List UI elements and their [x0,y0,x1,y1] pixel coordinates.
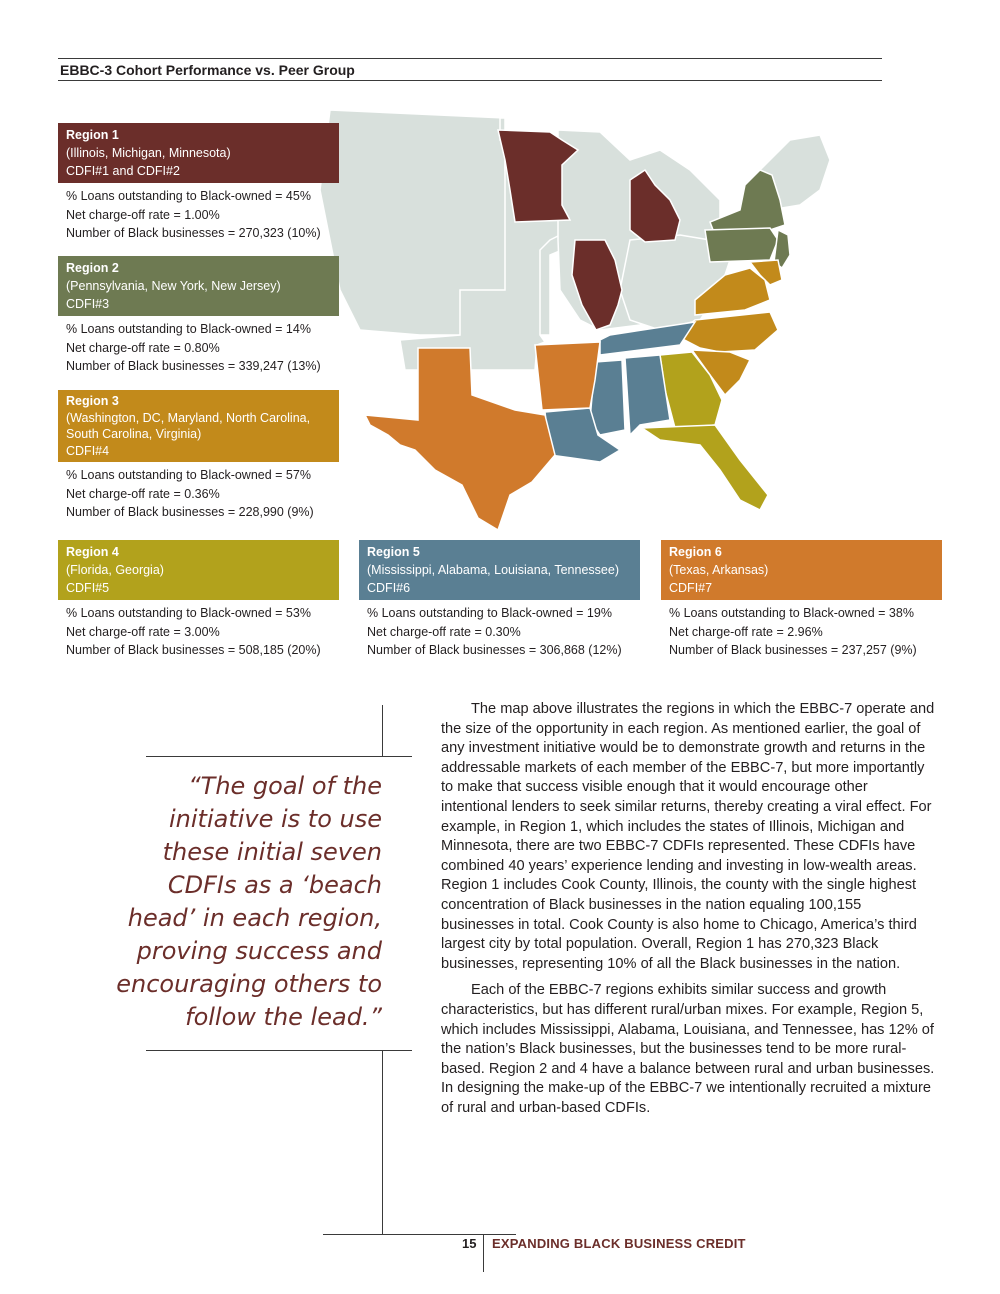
region-5-block [359,540,640,660]
new-york-region2 [710,170,785,235]
region-1-block [58,123,339,243]
section-title: EBBC-3 Cohort Performance vs. Peer Group [60,62,355,78]
body-paragraph-1: The map above illustrates the regions in which the EBBC-7 operate and the size of the opportunity in each region. As mentioned earlier, the goal of any investment initiative would be to demonstrate growth and returns in the addressable markets of each member of the EBBC-7, but more importantly to make that success visible enough that it would encourage other intentional lenders to seek similar returns, thereby creating a viral effect. For example, in Region 1, which includes the states of Illinois, Michigan and Minnesota, there are two EBBC-7 CDFIs represented. These CDFIs have combined 40 years’ experience lending and investing in low-wealth areas. Region 1 includes Cook County, Illinois, the county with the single highest concentration of Black businesses in the nation equaling 100,155 businesses in total. Cook County is also home to Chicago, America’s third largest city by total population. Overall, Region 1 has 270,323 Black businesses, representing 10% of all the Black businesses in the nation. [441,701,935,972]
pullquote-rule-top [146,756,412,757]
texas-region6 [365,348,555,530]
region-3-header [58,390,339,462]
region-4-block [58,540,339,660]
pull-quote: “The goal of the initiative is to use these initial seven CDFIs as a ‘beach head’ in each region, proving success and encouraging others to follow the lead.” [116,772,382,1031]
region-states: (Illinois, Michigan, Minnesota) [66,146,231,160]
region-1-header [58,123,339,183]
region-3-block [58,390,339,522]
body-paragraph-2: Each of the EBBC-7 regions exhibits similar success and growth characteristics, but has different rural/urban mixes. For example, Region 5, which includes Mississippi, Alabama, Louisiana, and Tennessee, has 12% of the nation’s Black businesses, but the businesses tend to be more rural-based. Region 2 and 4 have a balance between rural and urban businesses. In designing the make-up of the EBBC-7 we intentionally recruited a mixture of rural and urban-based CDFIs. [441,982,935,1116]
region-2-header [58,256,339,316]
region-4-stats [58,600,339,660]
region-1-stats [58,183,339,243]
page-number: 15 [462,1236,477,1251]
region-6-header [661,540,942,600]
region-cdfi: CDFI#3 [66,297,110,311]
charge-off-rate: Net charge-off rate = 2.96% [669,624,823,639]
region-2-stats [58,316,339,376]
title-rule [58,80,882,81]
footer-divider [483,1234,484,1272]
region-cdfi: CDFI#4 [66,443,110,458]
region-states: (Florida, Georgia) [66,563,164,577]
us-regions-map [300,90,860,530]
region-title: Region 6 [669,545,722,559]
loans-outstanding: % Loans outstanding to Black-owned = 45% [66,189,311,203]
loans-outstanding: % Loans outstanding to Black-owned = 53% [66,606,311,620]
region-title: Region 5 [367,545,420,559]
charge-off-rate: Net charge-off rate = 0.36% [66,486,220,501]
arkansas-region6 [535,342,600,410]
region-4-header [58,540,339,600]
region-6-stats [661,600,942,660]
region-states: (Washington, DC, Maryland, North Carolina, South Carolina, Virginia) [66,410,311,441]
pullquote-rule-bottom [146,1050,412,1051]
region-states: (Mississippi, Alabama, Louisiana, Tennessee) [367,563,619,577]
florida-region4 [642,425,768,510]
black-businesses: Number of Black businesses = 270,323 (10%) [66,226,321,240]
region-2-block [58,256,339,376]
top-rule [58,58,882,59]
black-businesses: Number of Black businesses = 237,257 (9%) [669,643,917,657]
black-businesses: Number of Black businesses = 339,247 (13%) [66,359,321,373]
region-5-header [359,540,640,600]
region-states: (Pennsylvania, New York, New Jersey) [66,279,281,293]
region-states: (Texas, Arkansas) [669,563,769,577]
loans-outstanding: % Loans outstanding to Black-owned = 14% [66,322,311,336]
region-cdfi: CDFI#5 [66,581,110,595]
region-5-stats [359,600,640,660]
loans-outstanding: % Loans outstanding to Black-owned = 19% [367,606,612,620]
region-cdfi: CDFI#6 [367,581,411,595]
region-6-block [661,540,942,660]
black-businesses: Number of Black businesses = 228,990 (9%) [66,505,314,519]
region-title: Region 4 [66,545,119,559]
region-cdfi: CDFI#7 [669,581,713,595]
pennsylvania-region2 [705,228,778,262]
region-title: Region 2 [66,261,119,275]
region-title: Region 1 [66,128,119,142]
charge-off-rate: Net charge-off rate = 1.00% [66,207,220,222]
footer-title: EXPANDING BLACK BUSINESS CREDIT [492,1236,746,1251]
charge-off-rate: Net charge-off rate = 3.00% [66,624,220,639]
pullquote-rule-bottom-vertical [382,1050,383,1234]
footer-rule [323,1234,516,1235]
loans-outstanding: % Loans outstanding to Black-owned = 38% [669,606,914,620]
region-cdfi: CDFI#1 and CDFI#2 [66,164,180,178]
pullquote-rule-top-vertical [382,705,383,757]
black-businesses: Number of Black businesses = 306,868 (12%) [367,643,622,657]
loans-outstanding: % Loans outstanding to Black-owned = 57% [66,468,311,482]
body-text [441,700,937,1125]
region-3-stats [58,462,339,522]
charge-off-rate: Net charge-off rate = 0.30% [367,624,521,639]
region-title: Region 3 [66,394,119,408]
black-businesses: Number of Black businesses = 508,185 (20%) [66,643,321,657]
charge-off-rate: Net charge-off rate = 0.80% [66,340,220,355]
